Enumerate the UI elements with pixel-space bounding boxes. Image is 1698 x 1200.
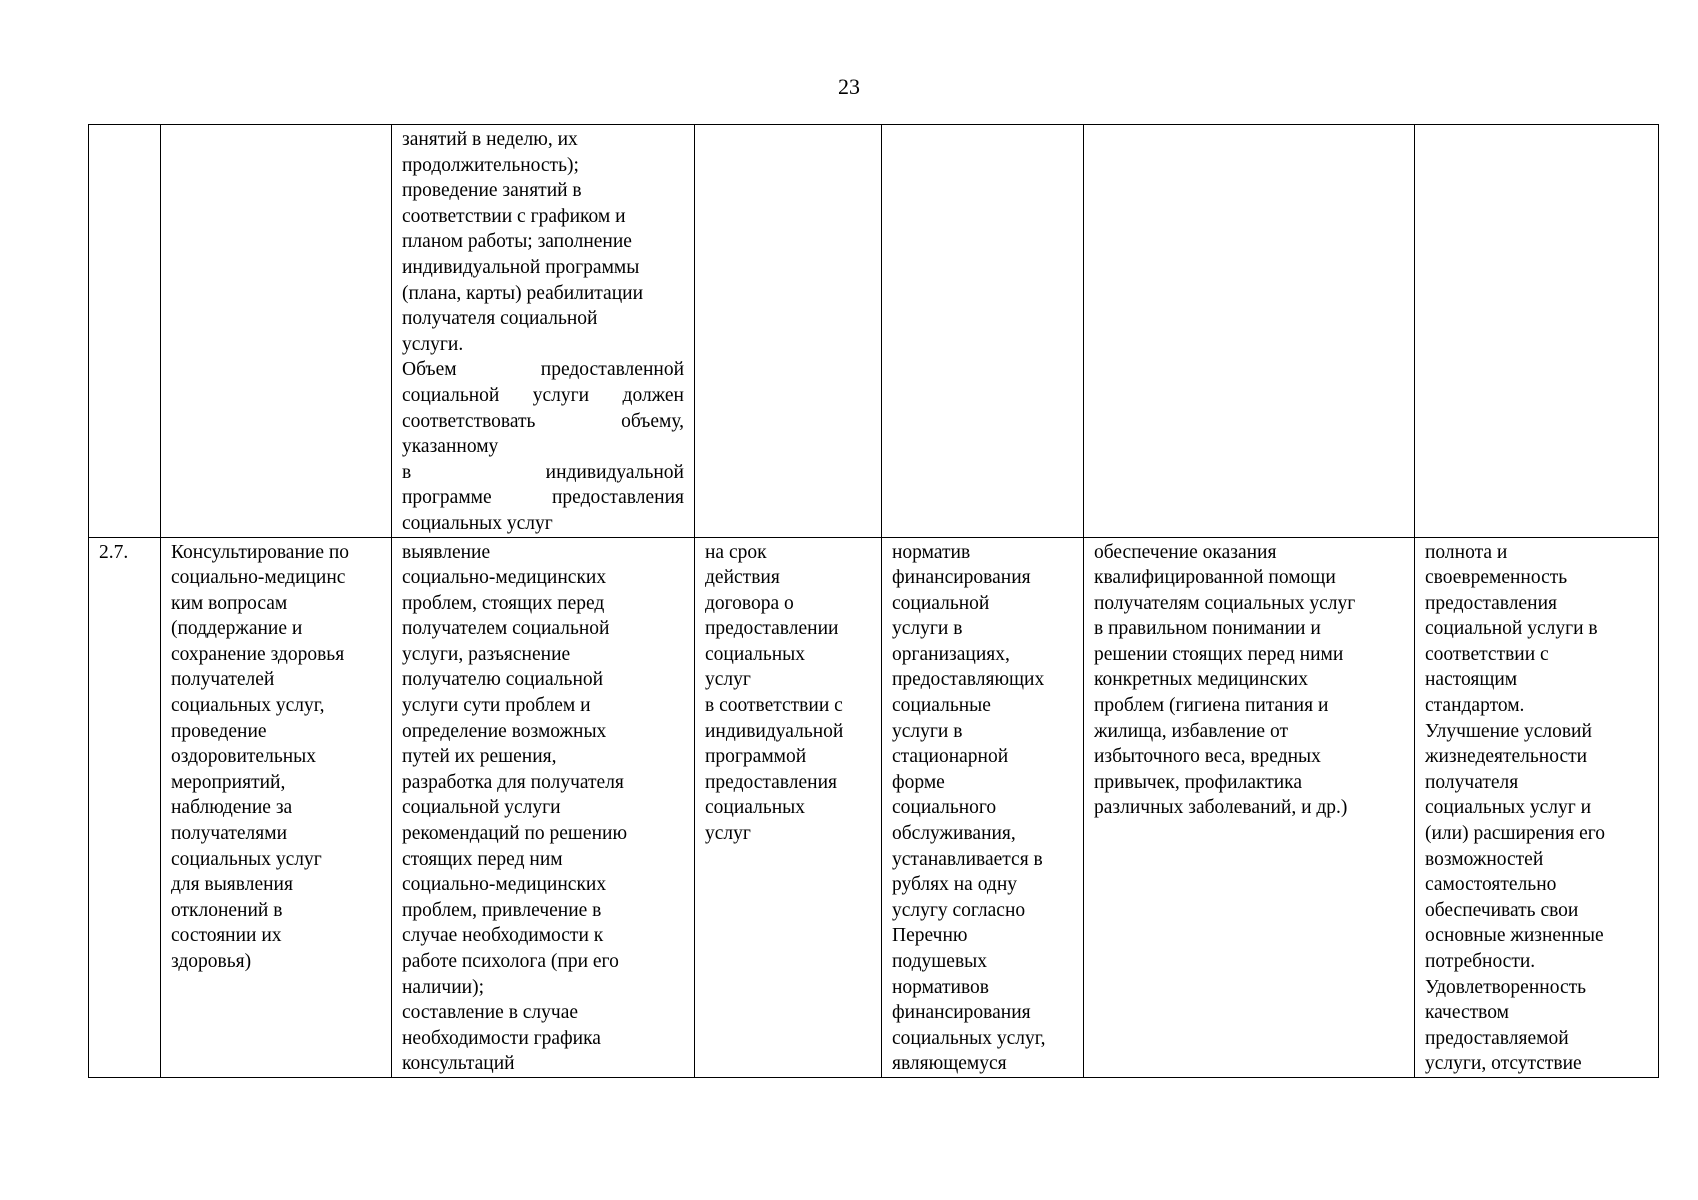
text-line: получателя социальной [402,308,598,330]
text-line: форме [892,771,945,793]
text-line: социальной услуги в [1425,618,1598,640]
text-line: качеством [1425,1002,1509,1024]
text-line: проблем (гигиена питания и [1094,695,1329,717]
text-line: услуги. [402,333,464,355]
text-line: социальной [892,592,990,614]
word: услуги [532,384,590,406]
text-line: услуги сути проблем и [402,695,591,717]
text-line: услуг [705,823,751,845]
text-line: различных заболеваний, и др.) [1094,797,1348,819]
word: предоставленной [540,359,684,381]
text-line: жилища, избавление от [1094,720,1288,742]
text-line: получателем социальной [402,618,610,640]
text-line: работе психолога (при его [402,951,619,972]
text-line: договора о [705,592,794,614]
volume-line [402,409,684,435]
cell-quality [1415,125,1659,538]
text-line: решении стоящих перед ними [1094,643,1344,665]
text-line: обеспечение оказания [1094,541,1277,563]
text-line: случае необходимости к [402,925,604,947]
text-line: социальных [705,643,806,665]
text-line: социальной услуги [402,797,561,819]
text-line: финансирования [892,1002,1031,1024]
text-line: конкретных медицинских [1094,669,1308,691]
text-line: проблем, привлечение в [402,899,602,921]
text-line: определение возможных [402,720,607,742]
text-line: на срок [705,541,767,563]
text-line: предоставления [1425,592,1557,614]
text-line: получателей [171,669,275,691]
text-line: указанному [402,436,499,458]
text-line: возможностей [1425,848,1544,870]
text-line: рекомендаций по решению [402,823,628,845]
word: программе [402,487,492,509]
text-line: своевременность [1425,567,1568,589]
text-line: социальных [705,797,806,819]
cell-service-name [161,537,392,1077]
text-line: проведение [171,720,267,742]
text-line: в правильном понимании и [1094,618,1321,640]
text-line: социальных услуг [402,512,553,534]
text-line: действия [705,567,780,589]
text-line: консультаций [402,1053,515,1075]
text-line: услуги, отсутствие [1425,1053,1582,1075]
table-row-continuation [89,125,1659,538]
text-line: проблем, стоящих перед [402,592,605,614]
standards-table [88,124,1659,1078]
text-line: социального [892,797,997,819]
text-line: потребности. [1425,951,1536,972]
text-line: квалифицированной помощи [1094,567,1336,589]
text-line: услуги в [892,618,963,640]
text-line: организациях, [892,643,1010,665]
text-line: услугу согласно [892,899,1026,921]
text-line: получателями [171,823,288,845]
volume-line [402,383,684,409]
text-line: индивидуальной [705,720,844,742]
text-line: отклонений в [171,899,283,921]
text-line: социальных услуг, [171,695,325,717]
text-line: стандартом. [1425,695,1525,717]
text-line: Перечню [892,925,968,947]
word: социальной [402,384,500,406]
text-line: обеспечивать свои [1425,899,1579,921]
word: индивидуальной [545,461,684,483]
cell-conditions [1084,125,1415,538]
volume-line [402,485,684,511]
text-line: социально-медицинских [402,567,607,589]
text-line: предоставляемой [1425,1027,1569,1049]
text-line: наличии); [402,976,485,998]
text-line: социально-медицинс [171,567,346,589]
text-line: индивидуальной программы [402,256,640,278]
text-line: (или) расширения его [1425,823,1606,845]
text-line: полнота и [1425,541,1508,563]
text-line: получателям социальных услуг [1094,592,1356,614]
text-line: Удовлетворенность [1425,976,1587,998]
word: соответствовать [402,410,536,432]
volume-line [402,460,684,486]
text-line: оздоровительных [171,746,317,768]
cell-number [89,537,161,1077]
text-line: настоящим [1425,669,1518,691]
text-line: основные жизненные [1425,925,1604,947]
text-line: составление в случае [402,1002,579,1024]
text-line: устанавливается в [892,848,1043,870]
cell-conditions [1084,537,1415,1077]
text-line: финансирования [892,567,1031,589]
text-line: Консультирование по [171,541,350,563]
text-line: путей их решения, [402,746,557,768]
word: предоставления [552,487,684,509]
text-line: проведение занятий в [402,180,582,202]
text-line: жизнедеятельности [1425,746,1588,768]
text-line: самостоятельно [1425,874,1557,896]
text-line: программой [705,746,807,768]
text-line: социально-медицинских [402,874,607,896]
text-line: состоянии их [171,925,282,947]
text-line: сохранение здоровья [171,643,345,665]
text-line: наблюдение за [171,797,293,819]
text-line: необходимости графика [402,1027,601,1049]
cell-description [392,537,695,1077]
text-line: (плана, карты) реабилитации [402,282,644,304]
text-line: получателю социальной [402,669,604,691]
text-line: рублях на одну [892,874,1018,896]
cell-description [392,125,695,538]
text-line: услуги, разъяснение [402,643,571,665]
text-line: соответствии с графиком и [402,205,626,227]
text-line: социальных услуг, [892,1027,1046,1049]
text-line: предоставляющих [892,669,1045,691]
text-line: социальных услуг [171,848,322,870]
text-line: предоставления [705,771,837,793]
text-line: разработка для получателя [402,771,624,793]
text-line: продолжительность); [402,154,579,176]
text-line: норматив [892,541,971,563]
page-number: 23 [838,74,860,99]
cell-funding [882,537,1084,1077]
text-line: избыточного веса, вредных [1094,746,1321,768]
text-line: здоровья) [171,951,252,972]
text-line: нормативов [892,976,989,998]
cell-service-name [161,125,392,538]
text-line: мероприятий, [171,771,286,793]
text-line: получателя [1425,771,1519,793]
text-line: услуги в [892,720,963,742]
text-line: Улучшение условий [1425,720,1592,742]
text-line: стоящих перед ним [402,848,563,870]
cell-term [695,125,882,538]
cell-funding [882,125,1084,538]
text-line: социальные [892,695,991,717]
text-line: для выявления [171,874,293,896]
text-line: привычек, профилактика [1094,771,1303,793]
cell-number [89,125,161,538]
text-line: соответствии с [1425,643,1549,665]
text-line: обслуживания, [892,823,1016,845]
volume-line [402,357,684,383]
text-line: ким вопросам [171,592,288,614]
text-line: стационарной [892,746,1009,768]
word: в [402,461,412,483]
text-line: услуг [705,669,751,691]
text-line: в соответствии с [705,695,843,717]
text-line: социальных услуг и [1425,797,1592,819]
word: объему, [621,410,684,432]
text-line: (поддержание и [171,618,303,640]
text-line: являющемуся [892,1053,1007,1075]
cell-quality [1415,537,1659,1077]
text-line: планом работы; заполнение [402,231,632,253]
cell-term [695,537,882,1077]
text-line: подушевых [892,951,988,972]
text-line: предоставлении [705,618,839,640]
word: должен [622,384,684,406]
table-row-2-7 [89,537,1659,1077]
word: Объем [402,359,457,381]
row-number: 2.7. [99,541,129,563]
text-line: выявление [402,541,491,563]
text-line: занятий в неделю, их [402,129,578,150]
